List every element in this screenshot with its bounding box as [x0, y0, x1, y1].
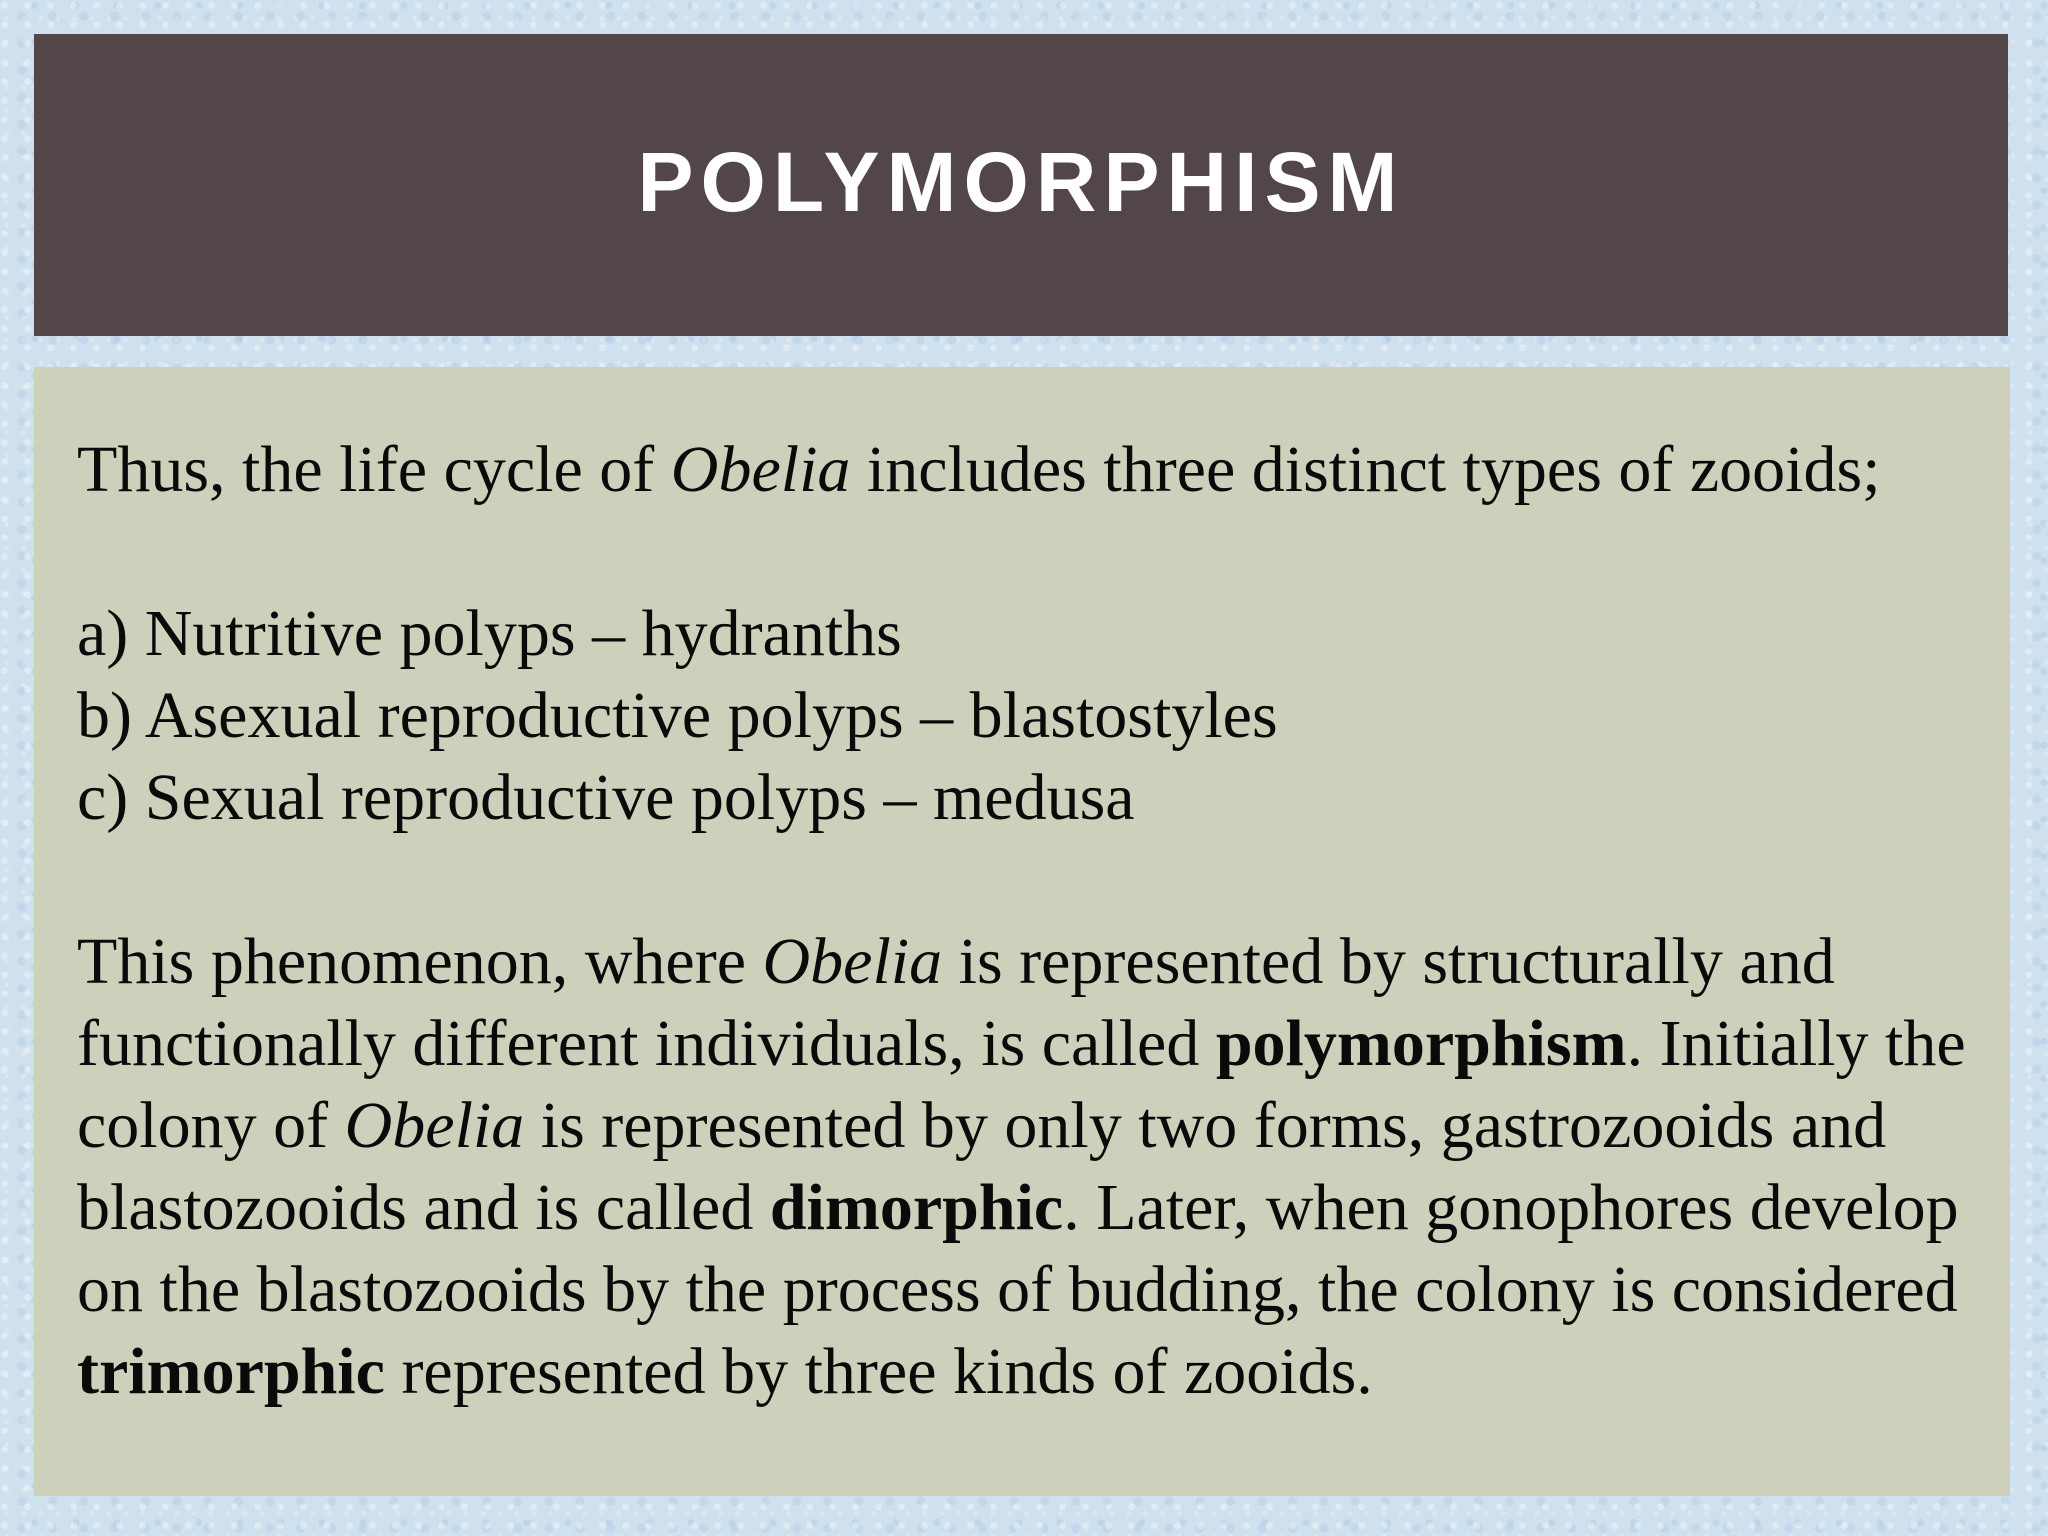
intro-genus: Obelia — [670, 433, 851, 506]
para-text: is represented by structurally and functionally different individuals, is called — [77, 925, 1835, 1080]
para-text: . Initially the colony of — [77, 1007, 1966, 1162]
list-item-c: c) Sexual reproductive polyps – medusa — [77, 761, 1135, 834]
list-item-b: b) Asexual reproductive polyps – blastostyles — [77, 679, 1278, 752]
para-text: is represented by only two forms, gastrozooids and blastozooids and is called — [77, 1089, 1887, 1244]
content-box — [34, 367, 2010, 1496]
intro-line — [77, 429, 1970, 511]
term-trimorphic: trimorphic — [77, 1335, 385, 1408]
term-polymorphism: polymorphism — [1215, 1007, 1627, 1080]
slide-title: POLYMORPHISM — [637, 134, 1405, 229]
term-dimorphic: dimorphic — [769, 1171, 1064, 1244]
title-bar — [34, 34, 2008, 336]
para-text: This phenomenon, where — [77, 925, 763, 998]
spacer — [77, 839, 1970, 921]
intro-before: Thus, the life cycle of — [77, 433, 671, 506]
para-text: . Later, when gonophores develop on the blastozooids by the process of budding, the colony is considered — [77, 1171, 1959, 1326]
para-genus: Obelia — [344, 1089, 525, 1162]
para-genus: Obelia — [762, 925, 943, 998]
para-text: represented by three kinds of zooids. — [384, 1335, 1373, 1408]
spacer — [77, 511, 1970, 593]
intro-after: includes three distinct types of zooids; — [850, 433, 1881, 506]
list-item-a: a) Nutritive polyps – hydranths — [77, 597, 902, 670]
description-paragraph — [77, 921, 1970, 1413]
